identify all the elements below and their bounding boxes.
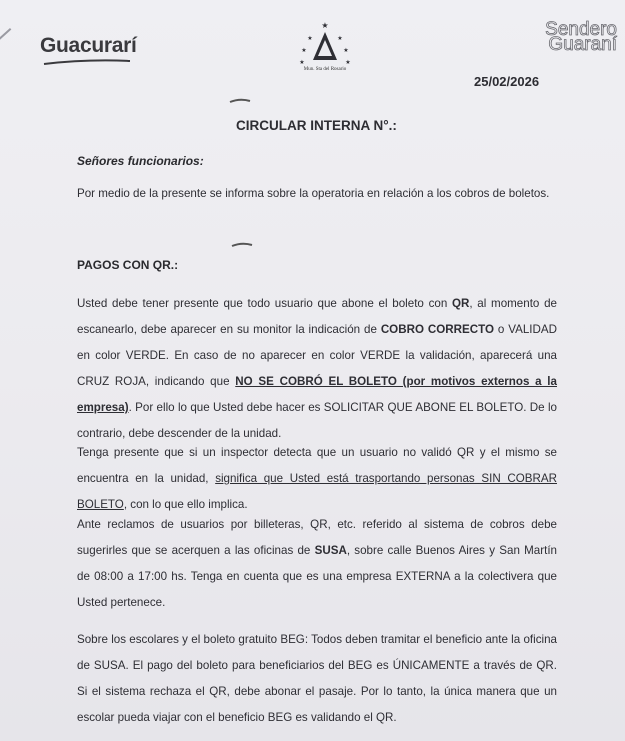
svg-text:★: ★	[299, 60, 305, 66]
logo-right-line2: Guaraní	[548, 34, 617, 55]
p1-text-1: Usted debe tener presente que todo usuario que abone el boleto con	[77, 297, 452, 310]
p2-text-2: , con lo que ello implica.	[123, 498, 248, 511]
logo-right-line1: Sendero	[545, 19, 617, 40]
svg-text:★: ★	[301, 48, 307, 54]
section-heading-qr: PAGOS CON QR.:	[77, 258, 179, 272]
p1-bold-underline-no-cobro: NO SE COBRÓ EL BOLETO (por motivos externos a la empresa)	[77, 375, 557, 414]
sendero-guarani-logo	[505, 19, 617, 55]
document-date: 25/02/2026	[474, 74, 540, 89]
p3-text-2: , sobre calle Buenos Aires y San Martín de 08:00 a 17:00 hs. Tenga en cuenta que es una empresa EXTERNA a la colectivera que Usted pertenece.	[77, 544, 557, 609]
intro-paragraph: Por medio de la presente se informa sobre la operatoria en relación a los cobros de boletos.	[77, 187, 550, 200]
p1-bold-cobro-correcto: COBRO CORRECTO	[380, 323, 494, 336]
greeting: Señores funcionarios:	[77, 154, 204, 168]
paragraph-reclamos	[77, 512, 557, 616]
p1-text-3: o VALIDAD en color VERDE. En caso de no aparecer en color VERDE la validación, aparecerá una CRUZ ROJA, indicando que	[77, 323, 557, 388]
paragraph-inspector	[77, 440, 557, 518]
p2-underline-sin-cobrar: significa que Usted está trasportando personas SIN COBRAR BOLETO	[77, 472, 557, 511]
p1-text-4: . Por ello lo que Usted debe hacer es SOLICITAR QUE ABONE EL BOLETO. De lo contrario, debe descender de la unidad.	[77, 401, 557, 440]
p3-text-1: Ante reclamos de usuarios por billeteras, QR, etc. referido al sistema de cobros debe sugerirles que se acerquen a las oficinas de	[77, 518, 557, 557]
svg-text:★: ★	[321, 21, 329, 30]
p1-text-2: , al momento de escanearlo, debe aparecer en su monitor la indicación de	[77, 297, 557, 336]
paper-fold-line	[0, 28, 11, 54]
svg-text:★: ★	[343, 48, 349, 54]
guacurari-logo: Guacurarí	[40, 34, 137, 57]
svg-text:★: ★	[337, 36, 343, 42]
paragraph-qr-validation	[77, 291, 557, 447]
svg-text:★: ★	[345, 60, 351, 66]
ink-smudge-icon	[231, 242, 253, 248]
emblem-caption: Mun. Sta del Rosario	[303, 67, 347, 72]
p1-bold-qr: QR	[451, 297, 470, 310]
ink-smudge-icon	[229, 98, 251, 104]
paragraph-escolares-beg: Sobre los escolares y el boleto gratuito BEG: Todos deben tramitar el beneficio ante la oficina de SUSA. El pago del boleto para beneficiarios del BEG es ÚNICAMENTE a través de QR. Si el sistema rechaza el QR, debe abonar el pasaje. Por lo tanto, la única manera que un escolar pueda viajar con el beneficio BEG es validando el QR.	[77, 633, 557, 724]
circular-title: CIRCULAR INTERNA N°.:	[236, 118, 397, 133]
p3-bold-susa: SUSA	[314, 544, 347, 557]
guacurari-logo-swoosh-icon	[42, 58, 132, 66]
p2-text-1: Tenga presente que si un inspector detecta que un usuario no validó QR y el mismo se encuentra en la unidad,	[77, 446, 557, 485]
svg-text:★: ★	[307, 36, 313, 42]
